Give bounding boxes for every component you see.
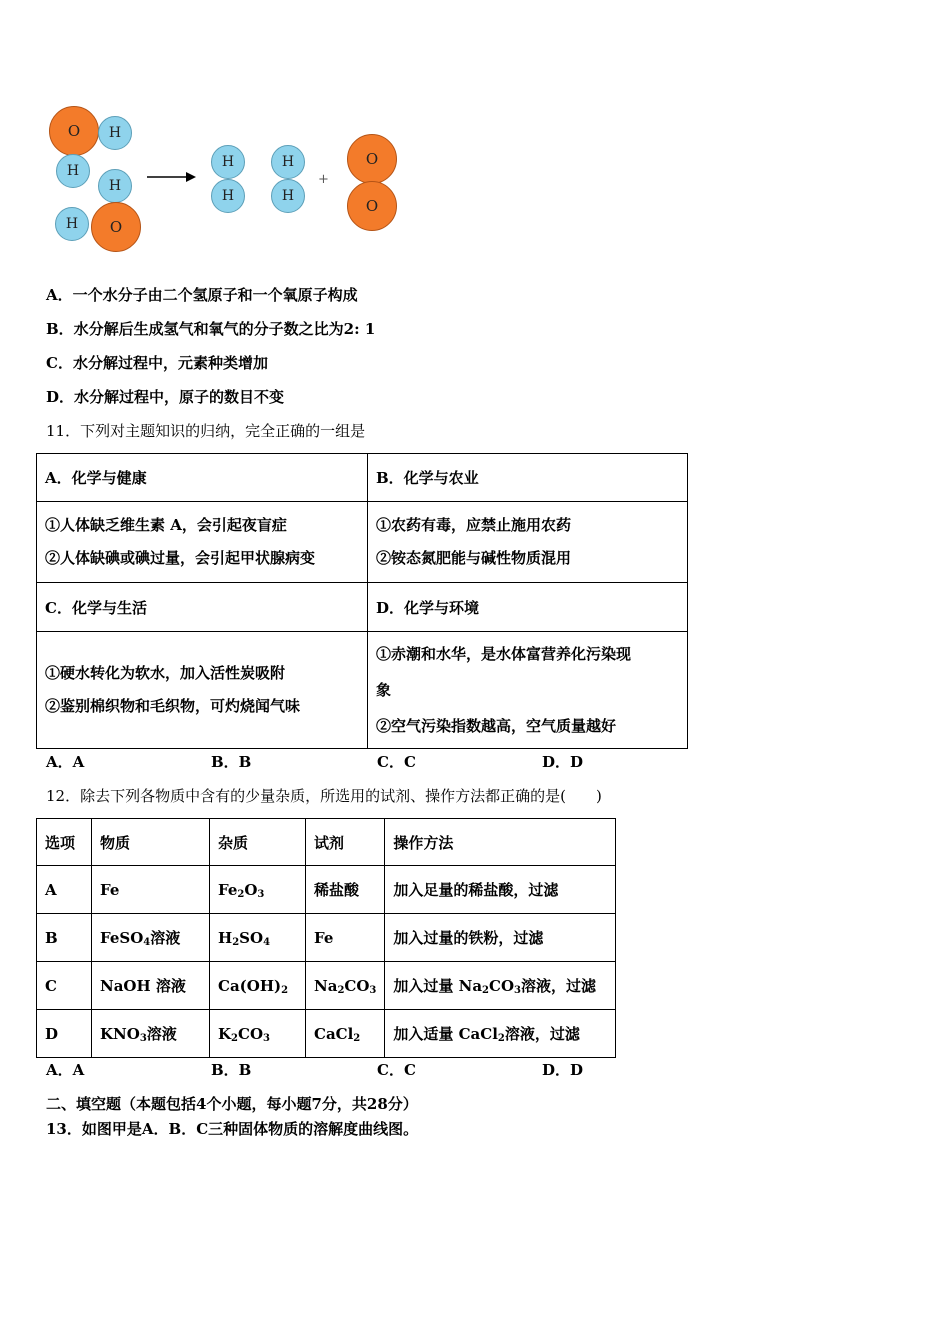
q12-header-option: 选项 [37, 819, 92, 866]
q11-choice-a: A．A [46, 753, 85, 771]
q11-cell-d-body [368, 632, 688, 749]
q12-cell-impurity: $K_2CO_3$ [210, 1010, 306, 1058]
hydrogen-atom: H [55, 207, 89, 241]
q11-b-item-1: ①农药有毒，应禁止施用农药 [376, 516, 572, 534]
q11-choice-c: C．C [377, 753, 416, 771]
q10-option-c: C．水分解过程中，元素种类增加 [46, 354, 268, 372]
q11-d-item-1a: ①赤潮和水华，是水体富营养化污染现 [376, 645, 632, 663]
q11-cell-a-body [37, 502, 368, 583]
oxygen-atom: O [347, 181, 397, 231]
plus-sign: + [318, 172, 329, 187]
table-row [37, 962, 616, 1010]
q12-header-substance: 物质 [92, 819, 210, 866]
q11-cell-b-body [368, 502, 688, 583]
q12-cell-option: A [37, 866, 92, 914]
q11-b-item-2: ②铵态氮肥能与碱性物质混用 [376, 549, 572, 567]
q11-cell-a-head: A．化学与健康 [37, 454, 368, 502]
hydrogen-atom: H [56, 154, 90, 188]
q11-a-item-1: ①人体缺乏维生素 A，会引起夜盲症 [45, 516, 287, 534]
q10-option-a: A．一个水分子由二个氢原子和一个氧原子构成 [46, 286, 358, 304]
q12-cell-impurity: $Fe_2O_3$ [210, 866, 306, 914]
q12-header-method: 操作方法 [385, 819, 616, 866]
q12-choice-a: A．A [46, 1061, 85, 1079]
q12-cell-method: 加入过量的铁粉，过滤 [385, 914, 616, 962]
q11-choice-d: D．D [542, 753, 584, 771]
q12-cell-reagent: Fe [306, 914, 385, 962]
q11-table [36, 453, 688, 749]
table-row [37, 866, 616, 914]
q11-d-item-1b: 象 [376, 681, 392, 699]
q12-cell-reagent: CaCl$_2$ [306, 1010, 385, 1058]
q12-choice-b: B．B [211, 1061, 252, 1079]
oxygen-atom: O [91, 202, 141, 252]
hydrogen-atom: H [98, 116, 132, 150]
q12-header-reagent: 试剂 [306, 819, 385, 866]
q12-cell-substance: $KNO_3$溶液 [92, 1010, 210, 1058]
hydrogen-atom: H [211, 145, 245, 179]
hydrogen-atom: H [98, 169, 132, 203]
oxygen-atom: O [49, 106, 99, 156]
q12-header-impurity: 杂质 [210, 819, 306, 866]
q11-cell-d-head: D．化学与环境 [368, 583, 688, 632]
q12-cell-impurity: $H_2SO_4$ [210, 914, 306, 962]
table-row [37, 1010, 616, 1058]
reaction-arrow-icon [146, 170, 198, 184]
section-title: 二、填空题（本题包括4个小题，每小题7分，共28分） [46, 1095, 418, 1113]
q11-d-item-2: ②空气污染指数越高，空气质量越好 [376, 717, 617, 735]
q12-cell-option: B [37, 914, 92, 962]
q11-c-item-2: ②鉴别棉织物和毛织物，可灼烧闻气味 [45, 697, 301, 715]
q12-cell-substance: FeSO$_4$溶液 [92, 914, 210, 962]
q11-cell-b-head: B．化学与农业 [368, 454, 688, 502]
q12-cell-option: D [37, 1010, 92, 1058]
q10-option-d: D．水分解过程中，原子的数目不变 [46, 388, 285, 406]
q12-cell-substance: NaOH 溶液 [92, 962, 210, 1010]
hydrogen-atom: H [271, 145, 305, 179]
q11-stem: 11．下列对主题知识的归纳，完全正确的一组是 [46, 422, 366, 440]
q12-choice-c: C．C [377, 1061, 416, 1079]
q12-cell-option: C [37, 962, 92, 1010]
q12-cell-impurity: $Ca(OH)_2$ [210, 962, 306, 1010]
q12-cell-reagent: 稀盐酸 [306, 866, 385, 914]
q11-cell-c-body [37, 632, 368, 749]
q12-cell-method: 加入过量 $Na_2CO_3$溶液，过滤 [385, 962, 616, 1010]
q12-table [36, 818, 616, 1058]
hydrogen-atom: H [271, 179, 305, 213]
q11-a-item-2: ②人体缺碘或碘过量，会引起甲状腺病变 [45, 549, 316, 567]
q10-option-b: B．水分解后生成氢气和氧气的分子数之比为2: 1 [46, 320, 376, 338]
q12-cell-substance: Fe [92, 866, 210, 914]
q13-stem: 13．如图甲是A．B．C三种固体物质的溶解度曲线图。 [46, 1120, 419, 1138]
oxygen-atom: O [347, 134, 397, 184]
q12-cell-method: 加入适量 CaCl$_2$溶液，过滤 [385, 1010, 616, 1058]
table-row [37, 914, 616, 962]
hydrogen-atom: H [211, 179, 245, 213]
q11-choice-b: B．B [211, 753, 252, 771]
q11-cell-c-head: C．化学与生活 [37, 583, 368, 632]
q12-cell-method: 加入足量的稀盐酸，过滤 [385, 866, 616, 914]
q12-cell-reagent: $Na_2CO_3$ [306, 962, 385, 1010]
q11-c-item-1: ①硬水转化为软水，加入活性炭吸附 [45, 664, 286, 682]
q12-choice-d: D．D [542, 1061, 584, 1079]
q12-stem: 12．除去下列各物质中含有的少量杂质，所选用的试剂、操作方法都正确的是( ) [46, 787, 602, 805]
